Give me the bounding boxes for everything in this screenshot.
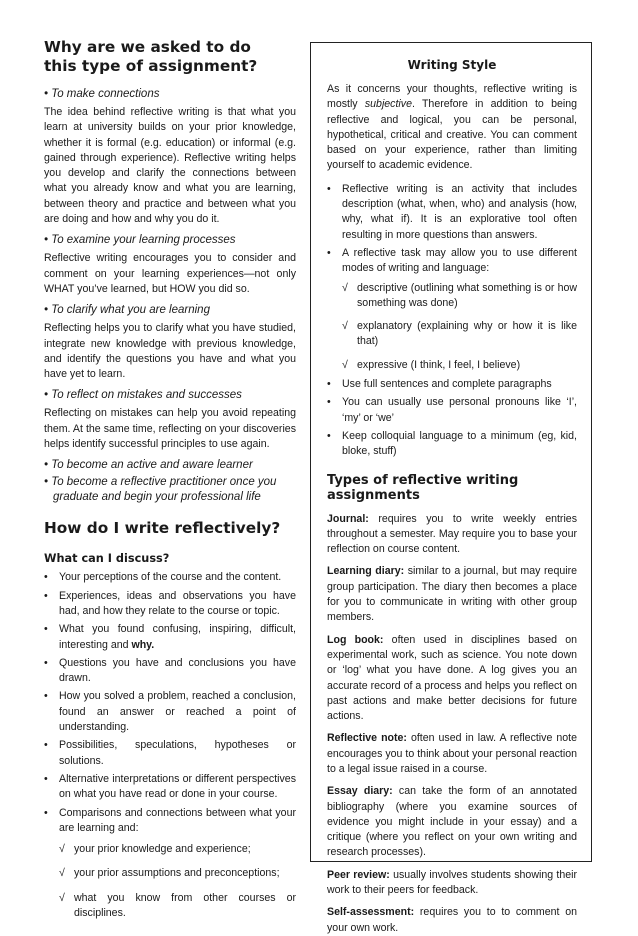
list-item: • Your perceptions of the course and the content. [44, 570, 296, 585]
reason-practitioner: • To become a reflective practitioner once you [44, 476, 277, 489]
list-item: • Keep colloquial language to a minimum (eg, kid, bloke, stuff) [327, 429, 577, 460]
left-column [44, 38, 296, 921]
type-label: Peer review: [327, 868, 390, 881]
type-label: Journal: [327, 512, 369, 525]
type-entry [327, 905, 577, 936]
reason-2 [44, 233, 296, 297]
list-item: • Use full sentences and complete paragraphs [327, 377, 577, 392]
reason-body: The idea behind reflective writing is that what you learn at university builds on your prior knowledge, whether it is formal (e.g. education) or informal (e.g. gained through experience). Reflective writing helps you develop and clarify the connections between what you already know and what you are learning, between theory and practice and between what you are doing and how and why you do it. [44, 106, 296, 226]
type-entry [327, 784, 577, 860]
type-entry [327, 633, 577, 725]
box-title: Writing Style [407, 58, 497, 72]
types-heading: Types of reflective writing assignments [327, 472, 519, 503]
reason-active-learner: • To become an active and aware learner [44, 459, 253, 472]
type-label: Essay diary: [327, 785, 393, 798]
reason-body: Reflective writing encourages you to consider and comment on your learning experiences—not only WHAT you’ve learned, but HOW you did so. [44, 252, 296, 295]
check-item: √ what you know from other courses or disciplines. [59, 891, 296, 922]
style-list-more [327, 377, 577, 459]
style-list [327, 182, 577, 277]
type-text: usually involves students showing their work to their peers for feedback. [327, 868, 577, 897]
discuss-list [44, 570, 296, 836]
modes-list [327, 281, 577, 373]
heading-how: How do I write reflectively? [44, 519, 281, 538]
list-item: • Alternative interpretations or different perspectives on what you have read or done in your course. [44, 772, 296, 803]
list-item: • Experiences, ideas and observations you have had, and how they relate to the course or topic. [44, 589, 296, 620]
subheading-discuss: What can I discuss? [44, 552, 170, 566]
reason-title: • To clarify what you are learning [44, 304, 210, 317]
list-item: • Comparisons and connections between what your are learning and: [44, 806, 296, 837]
type-entry [327, 512, 577, 558]
reason-title: • To make connections [44, 88, 160, 100]
list-item: • How you solved a problem, reached a conclusion, found an answer or reached a point of understanding. [44, 689, 296, 735]
type-entry [327, 868, 577, 899]
compare-list [44, 842, 296, 921]
check-item: √ your prior knowledge and experience; [59, 842, 296, 857]
types-list [327, 512, 577, 936]
intro-text-cont: . Therefore in addition to being reflective and logical, you can be personal, hypothetical, critical and creative. You can comment based on your experience, rather than limiting yourself to academic evidence. [327, 98, 577, 172]
list-item: • Possibilities, speculations, hypotheses or solutions. [44, 738, 296, 769]
list-item: • A reflective task may allow you to use different modes of writing and language: [327, 246, 577, 277]
reason-1 [44, 87, 296, 227]
check-item: √ explanatory (explaining why or how it is like that) [342, 319, 577, 350]
list-item [44, 622, 296, 653]
check-item: √ expressive (I think, I feel, I believe) [342, 358, 577, 373]
reason-body: Reflecting on mistakes can help you avoid repeating them. At the same time, reflecting on your discoveries helps identify successful principles to use again. [44, 407, 296, 451]
type-label: Reflective note: [327, 732, 407, 745]
why-bold: why. [131, 638, 155, 651]
type-label: Learning diary: [327, 565, 405, 578]
reason-4 [44, 388, 296, 452]
type-text: requires you to to comment on your own work. [327, 906, 577, 934]
intro-text: As it concerns your thoughts, reflective writing is mostly [327, 83, 577, 111]
list-item: • You can usually use personal pronouns like ‘I’, ‘my’ or ‘we’ [327, 395, 577, 426]
list-item: • Reflective writing is an activity that includes description (what, when, who) and analysis (how, why, what if). It is an explorative tool often resulting in more questions than answers. [327, 182, 577, 243]
list-item-text: What you found confusing, inspiring, difficult, interesting and [59, 623, 296, 651]
check-item: √ descriptive (outlining what something is or how something was done) [342, 281, 577, 312]
heading-why: Why are we asked to do this type of assignment? [44, 38, 258, 75]
type-text: often used in disciplines based on experimental work, such as science. You note down or ‘log’ what you have done. A log gives you an accurate record of a process and helps you reflect on past actions and make better decisions for future actions. [327, 633, 577, 723]
writing-style-box [310, 42, 592, 934]
type-text: often used in law. A reflective note encourages you to think about your personal reaction to a legal issue raised in a course. [327, 732, 577, 775]
reason-title: • To examine your learning processes [44, 234, 236, 247]
intro-paragraph [327, 82, 577, 174]
list-item: • Questions you have and conclusions you have drawn. [44, 656, 296, 687]
type-text: requires you to write weekly entries throughout a semester. May require you to base your reflection on course content. [327, 512, 577, 556]
type-text: similar to a journal, but may require group participation. The diary then becomes a place for you to communicate in writing with other group members. [327, 565, 577, 624]
reason-title: • To reflect on mistakes and successes [44, 389, 242, 402]
reason-practitioner-cont: graduate and begin your professional life [53, 491, 261, 504]
intro-emphasis: subjective [364, 98, 412, 111]
type-entry [327, 564, 577, 625]
type-text: can take the form of an annotated bibliography (where you examine sources of evidence you might include in your essay) and a critique (where you reflect on your own writing and research processes). [327, 785, 577, 859]
reason-body: Reflecting helps you to clarify what you have studied, integrate new knowledge with previous knowledge, and identify the questions you have and what you have yet to learn. [44, 322, 296, 381]
reason-3 [44, 303, 296, 382]
type-label: Log book: [327, 633, 384, 646]
check-item: √ your prior assumptions and preconceptions; [59, 866, 296, 881]
type-label: Self-assessment: [327, 906, 415, 919]
type-entry [327, 731, 577, 777]
